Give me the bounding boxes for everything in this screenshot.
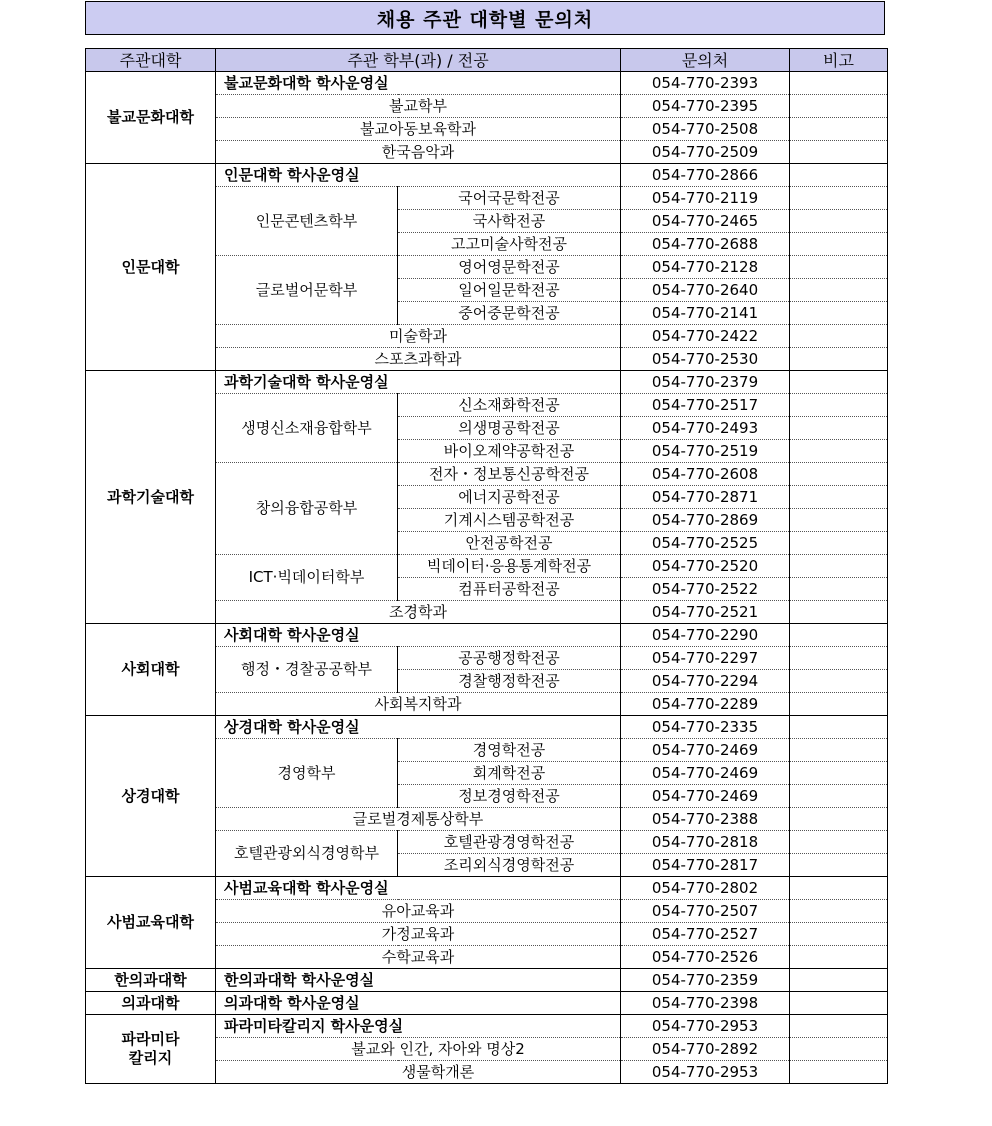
table-row	[86, 1015, 888, 1038]
major-name: 호텔관광경영학전공	[398, 831, 621, 854]
department-name: 글로벌경제통상학부	[216, 808, 621, 831]
phone-number: 054-770-2465	[621, 210, 790, 233]
header-dept: 주관 학부(과) / 전공	[216, 49, 621, 72]
note-cell	[790, 1038, 888, 1061]
phone-number: 054-770-2608	[621, 463, 790, 486]
note-cell	[790, 1015, 888, 1038]
office-name: 사범교육대학 학사운영실	[216, 877, 621, 900]
note-cell	[790, 808, 888, 831]
note-cell	[790, 923, 888, 946]
major-name: 중어중문학전공	[398, 302, 621, 325]
phone-number: 054-770-2520	[621, 555, 790, 578]
college-name: 과학기술대학	[86, 371, 216, 624]
major-name: 고고미술사학전공	[398, 233, 621, 256]
note-cell	[790, 670, 888, 693]
department-name: 불교학부	[216, 95, 621, 118]
header-phone: 문의처	[621, 49, 790, 72]
phone-number: 054-770-2953	[621, 1015, 790, 1038]
table-row	[86, 624, 888, 647]
table-row	[86, 72, 888, 95]
major-name: 경찰행정학전공	[398, 670, 621, 693]
note-cell	[790, 417, 888, 440]
note-cell	[790, 992, 888, 1015]
major-name: 경영학전공	[398, 739, 621, 762]
phone-number: 054-770-2892	[621, 1038, 790, 1061]
table-row	[86, 992, 888, 1015]
contact-table	[85, 48, 888, 1084]
phone-number: 054-770-2469	[621, 739, 790, 762]
note-cell	[790, 210, 888, 233]
phone-number: 054-770-2953	[621, 1061, 790, 1084]
note-cell	[790, 233, 888, 256]
phone-number: 054-770-2359	[621, 969, 790, 992]
major-name: 컴퓨터공학전공	[398, 578, 621, 601]
major-name: 바이오제약공학전공	[398, 440, 621, 463]
note-cell	[790, 532, 888, 555]
note-cell	[790, 256, 888, 279]
phone-number: 054-770-2493	[621, 417, 790, 440]
college-name: 파라미타 칼리지	[86, 1015, 216, 1084]
note-cell	[790, 463, 888, 486]
note-cell	[790, 72, 888, 95]
phone-number: 054-770-2640	[621, 279, 790, 302]
office-name: 한의과대학 학사운영실	[216, 969, 621, 992]
note-cell	[790, 141, 888, 164]
phone-number: 054-770-2526	[621, 946, 790, 969]
department-name: 조경학과	[216, 601, 621, 624]
office-name: 불교문화대학 학사운영실	[216, 72, 621, 95]
division-name: 인문콘텐츠학부	[216, 187, 398, 256]
phone-number: 054-770-2422	[621, 325, 790, 348]
phone-number: 054-770-2509	[621, 141, 790, 164]
department-name: 유아교육과	[216, 900, 621, 923]
phone-number: 054-770-2119	[621, 187, 790, 210]
phone-number: 054-770-2508	[621, 118, 790, 141]
phone-number: 054-770-2398	[621, 992, 790, 1015]
department-name: 미술학과	[216, 325, 621, 348]
course-name: 생물학개론	[216, 1061, 621, 1084]
college-name: 사범교육대학	[86, 877, 216, 969]
note-cell	[790, 877, 888, 900]
note-cell	[790, 348, 888, 371]
note-cell	[790, 394, 888, 417]
note-cell	[790, 647, 888, 670]
phone-number: 054-770-2525	[621, 532, 790, 555]
note-cell	[790, 95, 888, 118]
phone-number: 054-770-2388	[621, 808, 790, 831]
note-cell	[790, 969, 888, 992]
department-name: 한국음악과	[216, 141, 621, 164]
major-name: 국사학전공	[398, 210, 621, 233]
phone-number: 054-770-2294	[621, 670, 790, 693]
major-name: 일어일문학전공	[398, 279, 621, 302]
department-name: 스포츠과학과	[216, 348, 621, 371]
note-cell	[790, 900, 888, 923]
division-name: ICT·빅데이터학부	[216, 555, 398, 601]
table-row	[86, 371, 888, 394]
college-name: 사회대학	[86, 624, 216, 716]
division-name: 생명신소재융합학부	[216, 394, 398, 463]
note-cell	[790, 440, 888, 463]
table-row	[86, 877, 888, 900]
phone-number: 054-770-2530	[621, 348, 790, 371]
phone-number: 054-770-2527	[621, 923, 790, 946]
phone-number: 054-770-2869	[621, 509, 790, 532]
major-name: 회계학전공	[398, 762, 621, 785]
office-name: 사회대학 학사운영실	[216, 624, 621, 647]
major-name: 신소재화학전공	[398, 394, 621, 417]
note-cell	[790, 854, 888, 877]
division-name: 경영학부	[216, 739, 398, 808]
note-cell	[790, 739, 888, 762]
table-header-row	[86, 49, 888, 72]
office-name: 인문대학 학사운영실	[216, 164, 621, 187]
major-name: 에너지공학전공	[398, 486, 621, 509]
phone-number: 054-770-2871	[621, 486, 790, 509]
note-cell	[790, 831, 888, 854]
note-cell	[790, 118, 888, 141]
note-cell	[790, 693, 888, 716]
note-cell	[790, 187, 888, 210]
note-cell	[790, 946, 888, 969]
phone-number: 054-770-2521	[621, 601, 790, 624]
phone-number: 054-770-2393	[621, 72, 790, 95]
note-cell	[790, 1061, 888, 1084]
phone-number: 054-770-2335	[621, 716, 790, 739]
division-name: 행정・경찰공공학부	[216, 647, 398, 693]
office-name: 의과대학 학사운영실	[216, 992, 621, 1015]
major-name: 의생명공학전공	[398, 417, 621, 440]
college-name: 불교문화대학	[86, 72, 216, 164]
note-cell	[790, 601, 888, 624]
phone-number: 054-770-2818	[621, 831, 790, 854]
phone-number: 054-770-2519	[621, 440, 790, 463]
phone-number: 054-770-2522	[621, 578, 790, 601]
major-name: 국어국문학전공	[398, 187, 621, 210]
major-name: 영어영문학전공	[398, 256, 621, 279]
major-name: 전자・정보통신공학전공	[398, 463, 621, 486]
college-name: 의과대학	[86, 992, 216, 1015]
phone-number: 054-770-2469	[621, 785, 790, 808]
major-name: 공공행정학전공	[398, 647, 621, 670]
department-name: 수학교육과	[216, 946, 621, 969]
phone-number: 054-770-2688	[621, 233, 790, 256]
office-name: 파라미타칼리지 학사운영실	[216, 1015, 621, 1038]
page-title: 채용 주관 대학별 문의처	[85, 1, 885, 35]
course-name: 불교와 인간, 자아와 명상2	[216, 1038, 621, 1061]
division-name: 글로벌어문학부	[216, 256, 398, 325]
note-cell	[790, 325, 888, 348]
note-cell	[790, 509, 888, 532]
note-cell	[790, 302, 888, 325]
division-name: 호텔관광외식경영학부	[216, 831, 398, 877]
phone-number: 054-770-2141	[621, 302, 790, 325]
note-cell	[790, 555, 888, 578]
note-cell	[790, 785, 888, 808]
phone-number: 054-770-2802	[621, 877, 790, 900]
table-body	[86, 72, 888, 1084]
phone-number: 054-770-2817	[621, 854, 790, 877]
department-name: 불교아동보육학과	[216, 118, 621, 141]
phone-number: 054-770-2469	[621, 762, 790, 785]
note-cell	[790, 279, 888, 302]
table-row	[86, 969, 888, 992]
note-cell	[790, 716, 888, 739]
phone-number: 054-770-2379	[621, 371, 790, 394]
college-name: 상경대학	[86, 716, 216, 877]
note-cell	[790, 371, 888, 394]
table-row	[86, 716, 888, 739]
note-cell	[790, 486, 888, 509]
college-name: 한의과대학	[86, 969, 216, 992]
office-name: 과학기술대학 학사운영실	[216, 371, 621, 394]
department-name: 가정교육과	[216, 923, 621, 946]
phone-number: 054-770-2290	[621, 624, 790, 647]
office-name: 상경대학 학사운영실	[216, 716, 621, 739]
major-name: 정보경영학전공	[398, 785, 621, 808]
note-cell	[790, 164, 888, 187]
major-name: 안전공학전공	[398, 532, 621, 555]
major-name: 기계시스템공학전공	[398, 509, 621, 532]
note-cell	[790, 762, 888, 785]
phone-number: 054-770-2128	[621, 256, 790, 279]
note-cell	[790, 578, 888, 601]
phone-number: 054-770-2395	[621, 95, 790, 118]
phone-number: 054-770-2507	[621, 900, 790, 923]
phone-number: 054-770-2297	[621, 647, 790, 670]
college-name: 인문대학	[86, 164, 216, 371]
header-note: 비고	[790, 49, 888, 72]
phone-number: 054-770-2289	[621, 693, 790, 716]
header-college: 주관대학	[86, 49, 216, 72]
table-row	[86, 164, 888, 187]
phone-number: 054-770-2866	[621, 164, 790, 187]
note-cell	[790, 624, 888, 647]
major-name: 조리외식경영학전공	[398, 854, 621, 877]
major-name: 빅데이터·응용통계학전공	[398, 555, 621, 578]
division-name: 창의융합공학부	[216, 463, 398, 555]
phone-number: 054-770-2517	[621, 394, 790, 417]
department-name: 사회복지학과	[216, 693, 621, 716]
